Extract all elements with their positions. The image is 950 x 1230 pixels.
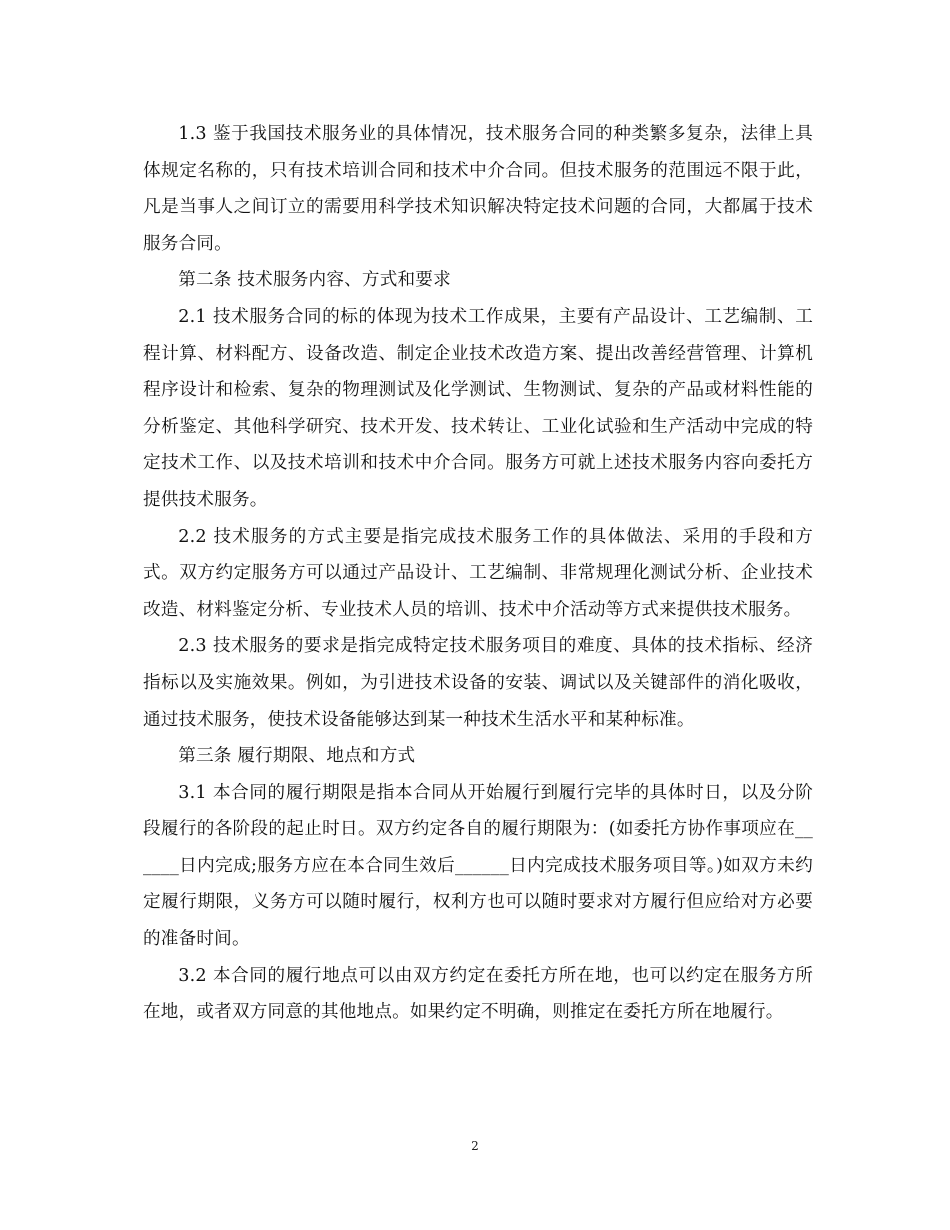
- document-body: [143, 116, 813, 1031]
- paragraph-2-2: 2.2 技术服务的方式主要是指完成技术服务工作的具体做法、采用的手段和方式。双方约定服务方可以通过产品设计、工艺编制、非常规理化测试分析、企业技术改造、材料鉴定分析、专业技术人员的培训、技术中介活动等方式来提供技术服务。: [143, 526, 813, 620]
- paragraph-3-1: 3.1 本合同的履行期限是指本合同从开始履行到履行完毕的具体时日，以及分阶段履行的各阶段的起止时日。双方约定各自的履行期限为：(如委托方协作事项应在______日内完成;服务方应在本合同生效后______日内完成技术服务项目等。)如双方未约定履行期限，义务方可以随时履行，权利方也可以随时要求对方履行但应给对方必要的准备时间。: [143, 782, 813, 950]
- paragraph-2-1: 2.1 技术服务合同的标的体现为技术工作成果，主要有产品设计、工艺编制、工程计算、材料配方、设备改造、制定企业技术改造方案、提出改善经营管理、计算机程序设计和检索、复杂的物理测试及化学测试、生物测试、复杂的产品或材料性能的分析鉴定、其他科学研究、技术开发、技术转让、工业化试验和生产活动中完成的特定技术工作、以及技术培训和技术中介合同。服务方可就上述技术服务内容向委托方提供技术服务。: [143, 306, 813, 510]
- paragraph-2-3: 2.3 技术服务的要求是指完成特定技术服务项目的难度、具体的技术指标、经济指标以及实施效果。例如，为引进技术设备的安装、调试以及关键部件的消化吸收，通过技术服务，使技术设备能够达到某一种技术生活水平和某种标准。: [143, 636, 813, 730]
- paragraph-1-3: 1.3 鉴于我国技术服务业的具体情况，技术服务合同的种类繁多复杂，法律上具体规定名称的，只有技术培训合同和技术中介合同。但技术服务的范围远不限于此，凡是当事人之间订立的需要用科学技术知识解决特定技术问题的合同，大都属于技术服务合同。: [143, 124, 813, 254]
- paragraph-3-2: 3.2 本合同的履行地点可以由双方约定在委托方所在地，也可以约定在服务方所在地，或者双方同意的其他地点。如果约定不明确，则推定在委托方所在地履行。: [143, 965, 813, 1023]
- section-heading-3: 第三条 履行期限、地点和方式: [178, 746, 416, 767]
- page-number: 2: [471, 1139, 479, 1153]
- section-heading-2: 第二条 技术服务内容、方式和要求: [178, 270, 451, 291]
